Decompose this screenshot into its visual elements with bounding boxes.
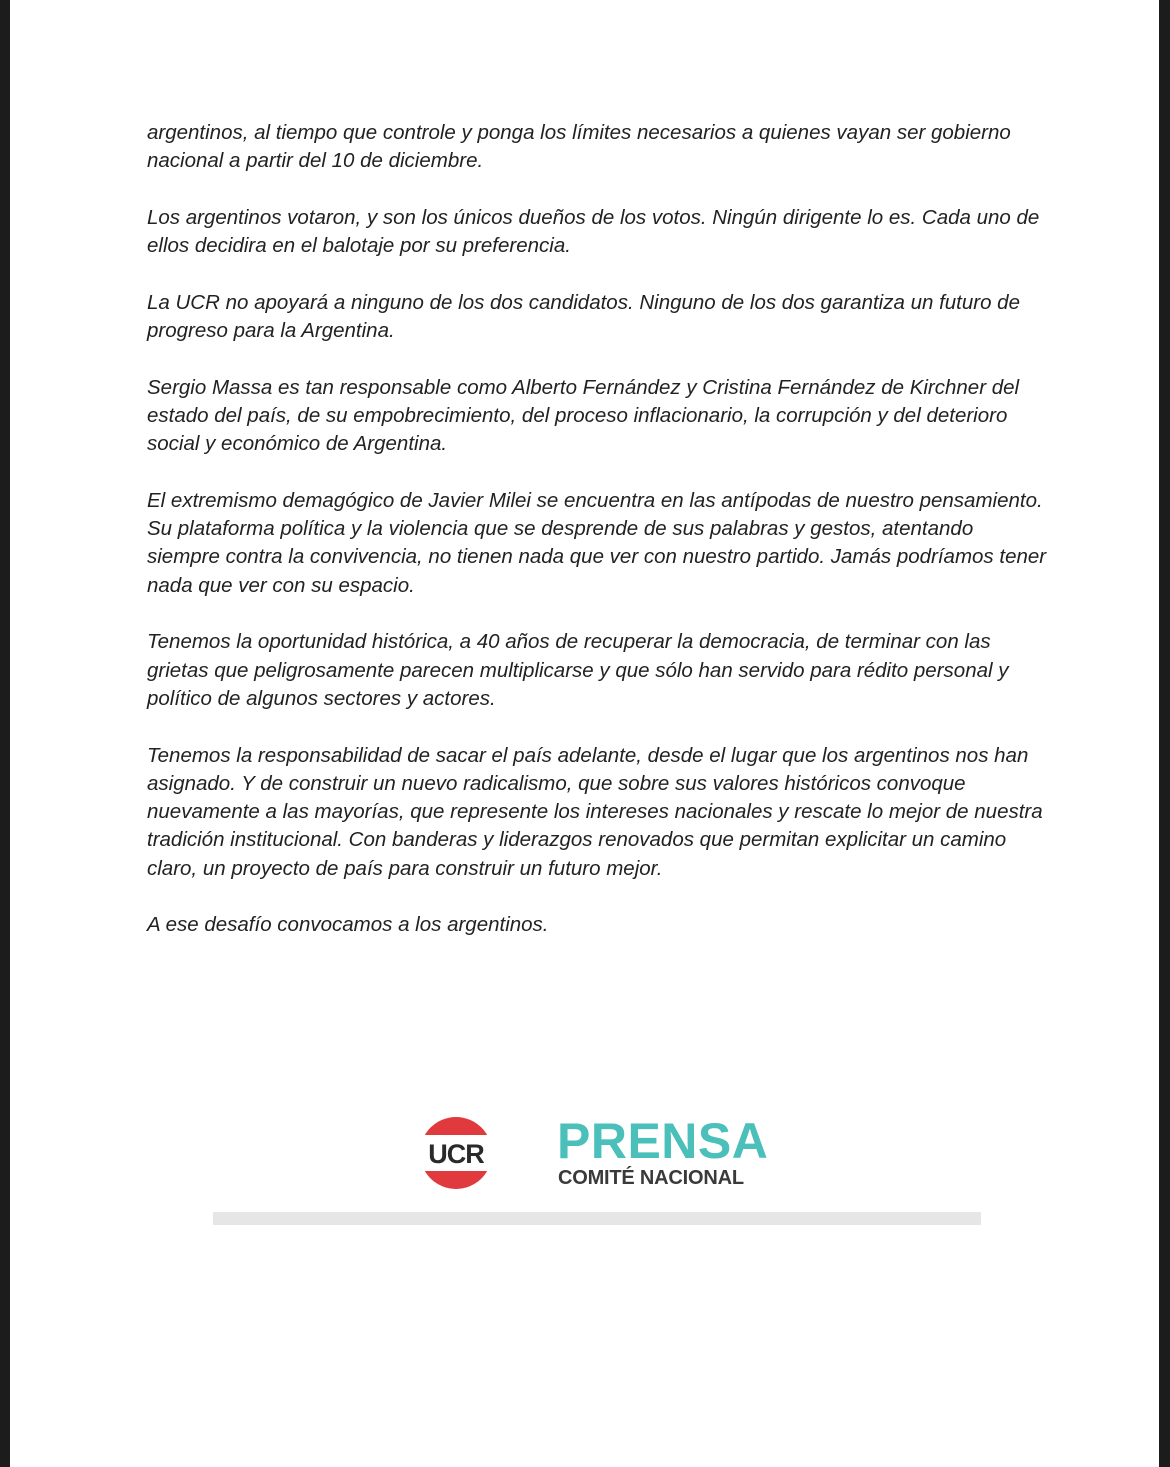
prensa-logo (557, 1113, 787, 1193)
prensa-subtitle: COMITÉ NACIONAL (558, 1167, 744, 1189)
paragraph-6: Tenemos la oportunidad histórica, a 40 años de recuperar la democracia, de terminar con las grietas que peligrosamente parecen multiplicarse y que sólo han servido para rédito personal y político de algunos sectores y actores. (147, 630, 1009, 710)
paragraph-7: Tenemos la responsabilidad de sacar el país adelante, desde el lugar que los argentinos nos han asignado. Y de construir un nuevo radicalismo, que sobre sus valores históricos convoque nuevamente a las mayorías, que represente los intereses nacionales y rescate lo mejor de nuestra tradición institucional. Con banderas y liderazgos renovados que permitan explicitar un camino claro, un proyecto de país para construir un futuro mejor. (147, 743, 1043, 880)
ucr-logo-icon (418, 1115, 494, 1191)
prensa-title: PRENSA (557, 1113, 769, 1169)
paragraph-4: Sergio Massa es tan responsable como Alberto Fernández y Cristina Fernández de Kirchner del estado del país, de su empobrecimiento, del proceso inflacionario, la corrupción y del deterioro social y económico de Argentina. (147, 375, 1020, 456)
document-body (147, 119, 1047, 968)
paragraph-3: La UCR no apoyará a ninguno de los dos candidatos. Ninguno de los dos garantiza un futuro de progreso para la Argentina. (147, 290, 1020, 343)
paragraph-5: El extremismo demagógico de Javier Milei se encuentra en las antípodas de nuestro pensamiento. Su plataforma política y la violencia que se desprende de sus palabras y gestos, atentando siempre contra la convivencia, no tienen nada que ver con nuestro partido. Jamás podríamos tener nada que ver con su espacio. (147, 488, 1047, 597)
ucr-logo-text: UCR (428, 1139, 484, 1169)
paragraph-2: Los argentinos votaron, y son los únicos dueños de los votos. Ningún dirigente lo es. Cada uno de ellos decidira en el balotaje por su preferencia. (147, 205, 1040, 258)
footer-divider (213, 1212, 981, 1225)
document-page (10, 0, 1159, 1467)
paragraph-8: A ese desafío convocamos a los argentinos. (147, 913, 549, 937)
footer-logos (418, 1113, 778, 1193)
paragraph-1: argentinos, al tiempo que controle y ponga los límites necesarios a quienes vayan ser gobierno nacional a partir del 10 de diciembre. (147, 121, 1011, 173)
